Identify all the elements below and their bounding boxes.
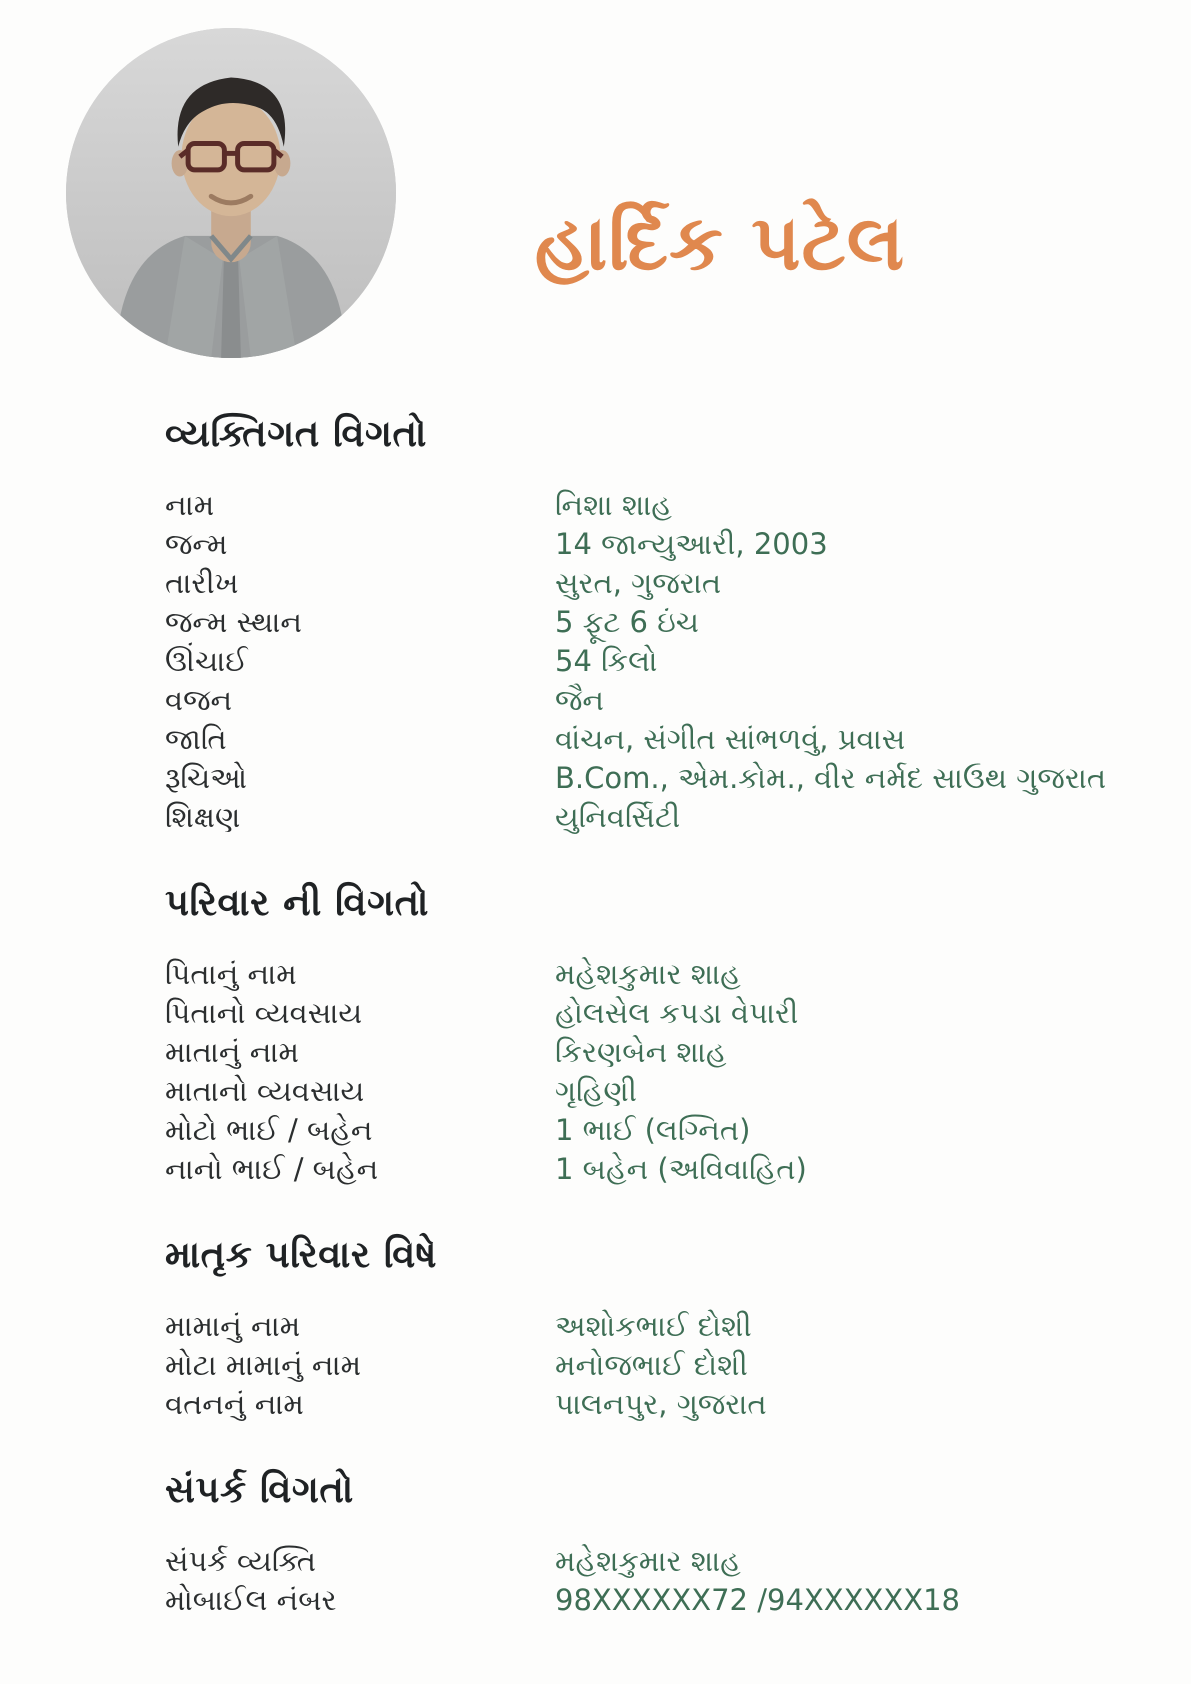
field-row <box>165 994 1136 1033</box>
field-row <box>165 564 1136 603</box>
field-row <box>165 1346 1136 1385</box>
field-label: ઊંચાઈ <box>165 644 248 678</box>
field-label: જન્મ સ્થાન <box>165 605 302 639</box>
field-value: ગૃહિણી <box>555 1074 637 1108</box>
field-row <box>165 1150 1136 1189</box>
field-row <box>165 642 1136 681</box>
section-rows <box>165 955 1136 1189</box>
field-value: અશોકભાઈ દોશી <box>555 1309 752 1343</box>
section-heading: સંપર્ક વિગતો <box>165 1468 354 1511</box>
field-value: યુનિવર્સિટી <box>555 800 681 834</box>
field-row <box>165 1581 1136 1620</box>
field-row <box>165 759 1136 798</box>
field-row <box>165 1111 1136 1150</box>
field-row <box>165 603 1136 642</box>
field-label: માતાનું નામ <box>165 1035 299 1069</box>
field-value: કિરણબેન શાહ <box>555 1035 727 1069</box>
field-value: નિશા શાહ <box>555 488 672 522</box>
field-row <box>165 486 1136 525</box>
section-heading: માતૃક પરિવાર વિષે <box>165 1233 437 1276</box>
field-value: 98XXXXXX72 /94XXXXXX18 <box>555 1583 960 1617</box>
field-value: B.Com., એમ.કોમ., વીર નર્મદ સાઉથ ગુજરાત <box>555 761 1107 795</box>
field-label: જન્મ <box>165 527 228 561</box>
field-value: વાંચન, સંગીત સાંભળવું, પ્રવાસ <box>555 722 906 756</box>
field-value: સુરત, ગુજરાત <box>555 566 722 600</box>
page-title: હાર્દિક પટેલ <box>534 197 906 287</box>
field-row <box>165 1072 1136 1111</box>
field-value: મનોજભાઈ દોશી <box>555 1348 748 1382</box>
field-label: નામ <box>165 488 215 522</box>
biodata-content <box>165 412 1136 1664</box>
field-row <box>165 681 1136 720</box>
person-avatar-icon <box>66 28 396 358</box>
field-label: સંપર્ક વ્યક્તિ <box>165 1544 316 1578</box>
field-label: મોટો ભાઈ / બહેન <box>165 1113 373 1147</box>
biodata-section <box>165 881 1136 1189</box>
field-value: હોલસેલ કપડા વેપારી <box>555 996 799 1030</box>
field-value: મહેશકુમાર શાહ <box>555 1544 741 1578</box>
field-value: જૈન <box>555 683 605 717</box>
section-rows <box>165 1307 1136 1424</box>
field-label: જાતિ <box>165 722 227 756</box>
field-label: રૂચિઓ <box>165 761 248 795</box>
field-label: તારીખ <box>165 566 239 600</box>
biodata-section <box>165 1233 1136 1424</box>
field-value: 5 ફૂટ 6 ઇંચ <box>555 605 699 639</box>
field-value: 1 બહેન (અવિવાહિત) <box>555 1152 807 1186</box>
section-heading: પરિવાર ની વિગતો <box>165 881 429 924</box>
field-label: વજન <box>165 683 233 717</box>
field-label: શિક્ષણ <box>165 800 241 834</box>
field-value: 54 કિલો <box>555 644 658 678</box>
field-row <box>165 720 1136 759</box>
biodata-section <box>165 1468 1136 1620</box>
field-row <box>165 525 1136 564</box>
field-row <box>165 955 1136 994</box>
section-rows <box>165 1542 1136 1620</box>
field-label: માતાનો વ્યવસાય <box>165 1074 365 1108</box>
profile-photo <box>66 28 396 358</box>
field-value: મહેશકુમાર શાહ <box>555 957 741 991</box>
field-value: 1 ભાઈ (લગ્નિત) <box>555 1113 751 1147</box>
field-value: 14 જાન્યુઆરી, 2003 <box>555 527 828 561</box>
field-row <box>165 1542 1136 1581</box>
field-label: પિતાનો વ્યવસાય <box>165 996 363 1030</box>
biodata-section <box>165 412 1136 837</box>
field-label: વતનનું નામ <box>165 1387 304 1421</box>
field-value: પાલનપુર, ગુજરાત <box>555 1387 767 1421</box>
field-row <box>165 1385 1136 1424</box>
field-label: નાનો ભાઈ / બહેન <box>165 1152 379 1186</box>
field-label: મોટા મામાનું નામ <box>165 1348 362 1382</box>
section-heading: વ્યક્તિગત વિગતો <box>165 412 427 455</box>
field-row <box>165 798 1136 837</box>
field-row <box>165 1033 1136 1072</box>
field-label: મામાનું નામ <box>165 1309 301 1343</box>
section-rows <box>165 486 1136 837</box>
field-label: મોબાઈલ નંબર <box>165 1583 337 1617</box>
field-row <box>165 1307 1136 1346</box>
field-label: પિતાનું નામ <box>165 957 297 991</box>
